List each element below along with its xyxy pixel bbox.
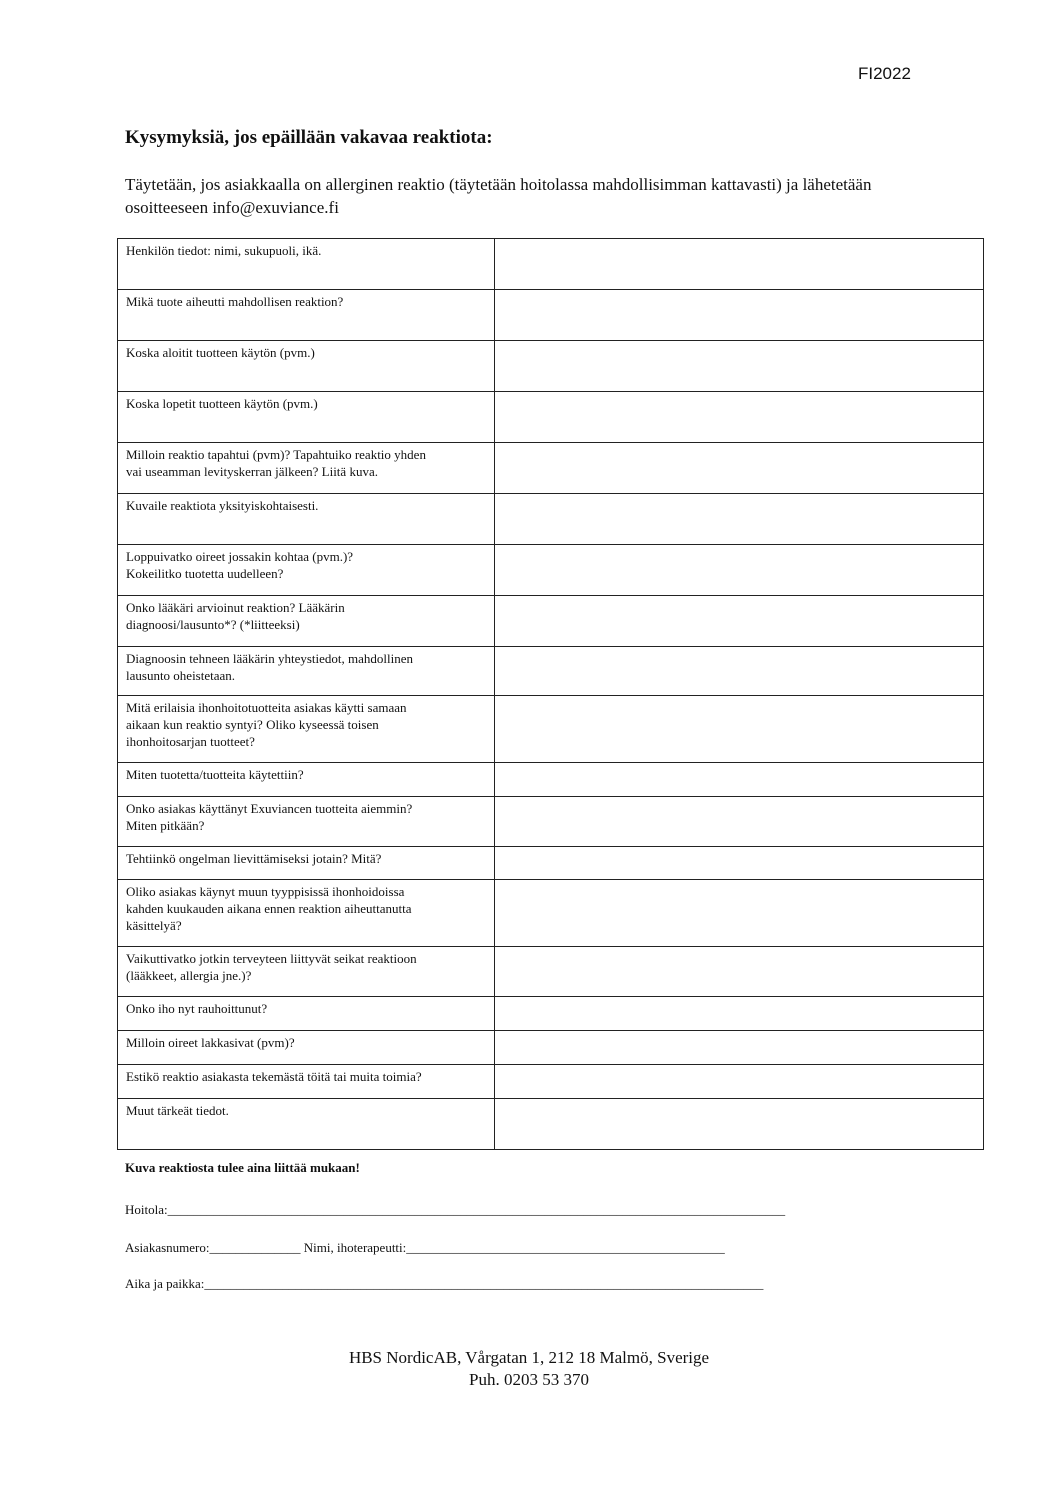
question-line: Kokeilitko tuotetta uudelleen? [126, 566, 284, 581]
answer-cell[interactable] [495, 997, 984, 1031]
answer-cell[interactable] [495, 847, 984, 880]
intro-line-1: Täytetään, jos asiakkaalla on allerginen reaktio (täytetään hoitolassa mahdollisimman kattavasti) ja lähetetään [125, 175, 872, 194]
intro-line-2: osoitteeseen info@exuviance.fi [125, 198, 339, 217]
photo-note: Kuva reaktiosta tulee aina liittää mukaan! [125, 1160, 360, 1175]
answer-cell[interactable] [495, 239, 984, 290]
question-cell [118, 341, 495, 392]
table-row [118, 596, 984, 647]
question-line: Mitä erilaisia ihonhoitotuotteita asiakas käytti samaan [126, 700, 407, 715]
question-line: Miten tuotetta/tuotteita käytettiin? [126, 767, 304, 782]
table-row [118, 341, 984, 392]
page-code: FI2022 [858, 64, 911, 83]
table-row [118, 1099, 984, 1150]
question-line: Miten pitkään? [126, 818, 205, 833]
table-row [118, 1031, 984, 1065]
table-row [118, 392, 984, 443]
answer-cell[interactable] [495, 763, 984, 797]
question-line: Milloin reaktio tapahtui (pvm)? Tapahtuiko reaktio yhden [126, 447, 426, 462]
question-line: ihonhoitosarjan tuotteet? [126, 734, 255, 749]
answer-cell[interactable] [495, 797, 984, 847]
question-line: Onko iho nyt rauhoittunut? [126, 1001, 268, 1016]
question-cell [118, 1065, 495, 1099]
table-row [118, 997, 984, 1031]
question-cell [118, 763, 495, 797]
question-line: Muut tärkeät tiedot. [126, 1103, 229, 1118]
footer-phone: Puh. 0203 53 370 [469, 1370, 589, 1389]
question-line: Estikö reaktio asiakasta tekemästä töitä tai muita toimia? [126, 1069, 422, 1084]
question-cell [118, 596, 495, 647]
table-row [118, 494, 984, 545]
answer-cell[interactable] [495, 947, 984, 997]
question-line: Onko lääkäri arvioinut reaktion? Lääkärin [126, 600, 345, 615]
question-line: Oliko asiakas käynyt muun tyyppisissä ihonhoidoissa [126, 884, 405, 899]
question-cell [118, 797, 495, 847]
question-line: Koska lopetit tuotteen käytön (pvm.) [126, 396, 318, 411]
answer-cell[interactable] [495, 596, 984, 647]
page-title: Kysymyksiä, jos epäillään vakavaa reaktiota: [125, 127, 493, 148]
answer-cell[interactable] [495, 1065, 984, 1099]
question-line: käsittelyä? [126, 918, 182, 933]
table-row [118, 947, 984, 997]
question-line: vai useamman levityskerran jälkeen? Liitä kuva. [126, 464, 378, 479]
table-row [118, 847, 984, 880]
question-cell [118, 239, 495, 290]
question-line: Koska aloitit tuotteen käytön (pvm.) [126, 345, 315, 360]
question-cell [118, 1031, 495, 1065]
answer-cell[interactable] [495, 494, 984, 545]
table-row [118, 880, 984, 947]
question-line: (lääkkeet, allergia jne.)? [126, 968, 252, 983]
footer-address: HBS NordicAB, Vårgatan 1, 212 18 Malmö, Sverige [348, 1348, 710, 1367]
answer-cell[interactable] [495, 443, 984, 494]
question-line: kahden kuukauden aikana ennen reaktion aiheuttanutta [126, 901, 412, 916]
question-cell [118, 947, 495, 997]
answer-cell[interactable] [495, 647, 984, 696]
question-line: lausunto oheistetaan. [126, 668, 236, 683]
question-cell [118, 997, 495, 1031]
answer-cell[interactable] [495, 1031, 984, 1065]
question-cell [118, 392, 495, 443]
aika-paikka-line[interactable]: Aika ja paikka:______________________________________________________________________________________ [125, 1276, 764, 1291]
table-row [118, 647, 984, 696]
question-line: Loppuivatko oireet jossakin kohtaa (pvm.)? [126, 549, 354, 564]
table-row [118, 1065, 984, 1099]
question-cell [118, 847, 495, 880]
hoitola-line[interactable]: Hoitola:_______________________________________________________________________________________________ [125, 1202, 786, 1217]
table-row [118, 696, 984, 763]
answer-cell[interactable] [495, 545, 984, 596]
question-cell [118, 290, 495, 341]
table-row [118, 290, 984, 341]
question-cell [118, 880, 495, 947]
answer-cell[interactable] [495, 696, 984, 763]
question-line: Kuvaile reaktiota yksityiskohtaisesti. [126, 498, 319, 513]
question-line: Henkilön tiedot: nimi, sukupuoli, ikä. [126, 243, 322, 258]
question-cell [118, 494, 495, 545]
question-line: diagnoosi/lausunto*? (*liitteeksi) [126, 617, 300, 632]
footer [0, 1347, 1058, 1391]
table-row [118, 443, 984, 494]
answer-cell[interactable] [495, 290, 984, 341]
question-line: aikaan kun reaktio syntyi? Oliko kyseessä toisen [126, 717, 379, 732]
table-row [118, 239, 984, 290]
question-line: Mikä tuote aiheutti mahdollisen reaktion? [126, 294, 344, 309]
intro-text [125, 173, 925, 219]
table-row [118, 545, 984, 596]
question-table [117, 238, 984, 1150]
table-row [118, 763, 984, 797]
question-line: Diagnoosin tehneen lääkärin yhteystiedot, mahdollinen [126, 651, 414, 666]
answer-cell[interactable] [495, 341, 984, 392]
question-cell [118, 647, 495, 696]
answer-cell[interactable] [495, 880, 984, 947]
table-row [118, 797, 984, 847]
question-cell [118, 696, 495, 763]
question-cell [118, 443, 495, 494]
question-line: Onko asiakas käyttänyt Exuviancen tuotteita aiemmin? [126, 801, 413, 816]
question-line: Tehtiinkö ongelman lievittämiseksi jotain? Mitä? [126, 851, 382, 866]
answer-cell[interactable] [495, 392, 984, 443]
asiakasnumero-line[interactable]: Asiakasnumero:______________ Nimi, ihoterapeutti:_________________________________________________ [125, 1240, 725, 1255]
answer-cell[interactable] [495, 1099, 984, 1150]
question-line: Vaikuttivatko jotkin terveyteen liittyvät seikat reaktioon [126, 951, 417, 966]
question-cell [118, 1099, 495, 1150]
question-cell [118, 545, 495, 596]
question-line: Milloin oireet lakkasivat (pvm)? [126, 1035, 295, 1050]
